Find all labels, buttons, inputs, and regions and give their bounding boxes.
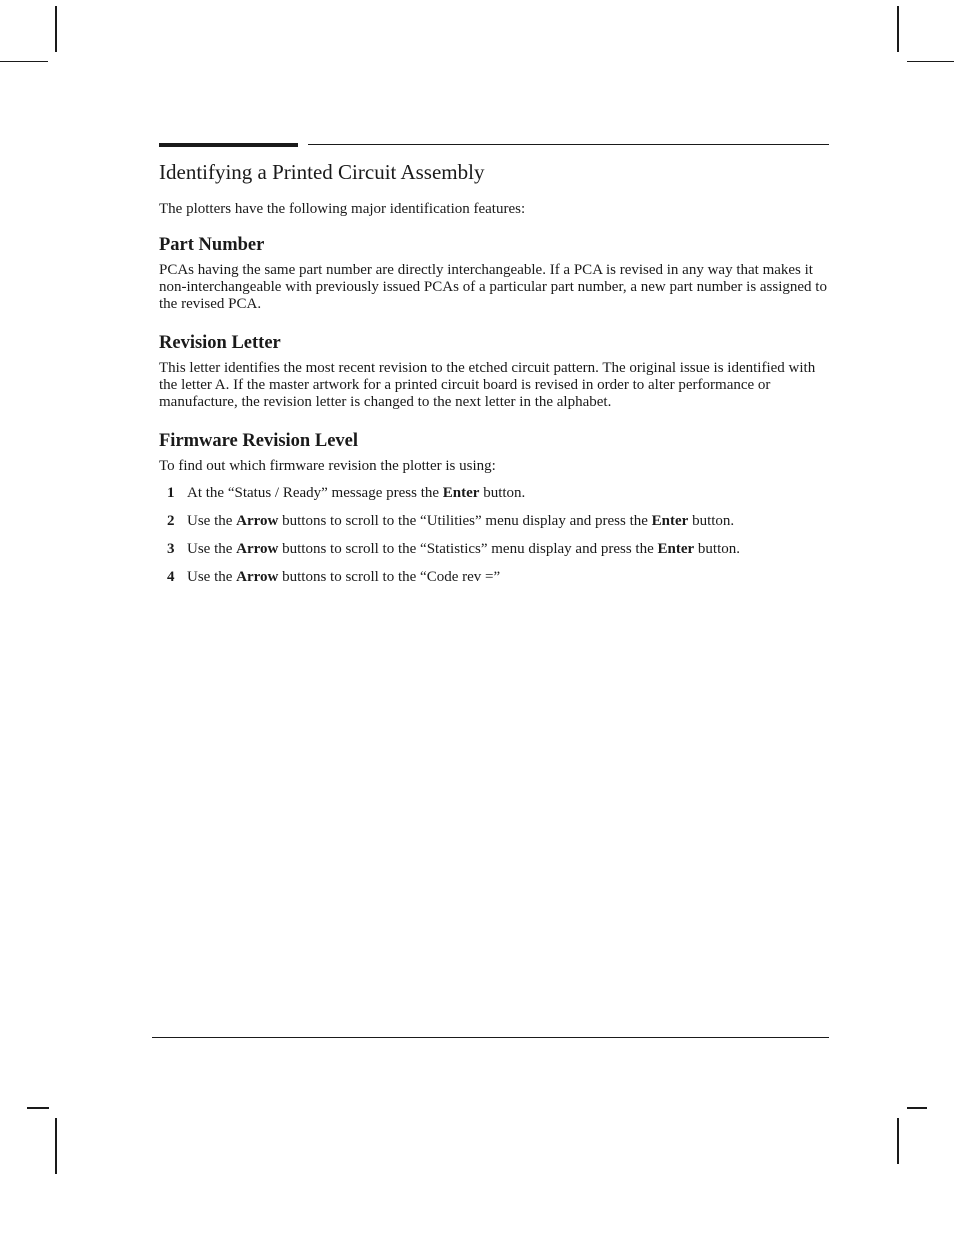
crop-mark-bottom-right-vertical: [897, 1118, 899, 1164]
step-text-part: buttons to scroll to the “Statistics” menu display and press the: [278, 541, 658, 557]
step-number: 3: [167, 541, 175, 557]
page-title: Identifying a Printed Circuit Assembly: [159, 160, 485, 184]
firmware-steps-list: [159, 485, 829, 586]
list-item: [159, 569, 829, 586]
header-rule-thin: [308, 144, 829, 145]
step-text-part: buttons to scroll to the “Code rev =”: [278, 569, 501, 585]
button-name: Enter: [657, 541, 695, 557]
header-rule-thick: [159, 143, 298, 147]
button-name: Arrow: [236, 513, 279, 529]
step-text-part: button.: [694, 541, 740, 557]
step-text-part: At the “Status / Ready” message press the: [187, 485, 443, 501]
crop-mark-bottom-left-horizontal: [27, 1107, 49, 1109]
page-content: [159, 158, 829, 605]
intro-paragraph: The plotters have the following major identification features:: [159, 201, 526, 217]
section-heading-firmware: Firmware Revision Level: [159, 431, 359, 451]
step-text-part: Use the: [187, 569, 237, 585]
list-item: [159, 485, 829, 502]
list-item: [159, 513, 829, 530]
button-name: Enter: [651, 513, 689, 529]
section-revision-letter: [159, 332, 829, 411]
crop-mark-bottom-right-horizontal: [907, 1107, 927, 1109]
list-item: [159, 541, 829, 558]
button-name: Enter: [442, 485, 480, 501]
crop-mark-top-right-horizontal: [907, 61, 954, 62]
button-name: Arrow: [236, 569, 279, 585]
step-text: [187, 569, 829, 586]
step-text-part: Use the: [187, 541, 237, 557]
crop-mark-top-left-vertical: [55, 6, 57, 52]
footer-rule: [152, 1037, 829, 1038]
step-text: [187, 541, 829, 558]
step-text: [187, 513, 829, 530]
section-firmware-revision: [159, 430, 829, 586]
button-name: Arrow: [236, 541, 279, 557]
crop-mark-top-left-horizontal: [0, 61, 48, 62]
step-text-part: Use the: [187, 513, 237, 529]
section-body-part-number: PCAs having the same part number are directly interchangeable. If a PCA is revised in any way that makes it non-interchangeable with previously issued PCAs of a particular part number, a new part number is assigned to the revised PCA.: [159, 262, 827, 312]
step-number: 1: [167, 485, 175, 501]
step-text: [187, 485, 829, 502]
step-number: 2: [167, 513, 175, 529]
step-number: 4: [167, 569, 175, 585]
step-text-part: button.: [688, 513, 735, 529]
section-heading-revision-letter: Revision Letter: [159, 333, 281, 353]
crop-mark-bottom-left-vertical: [55, 1118, 57, 1174]
step-text-part: buttons to scroll to the “Utilities” menu display and press the: [278, 513, 652, 529]
section-body-revision-letter: This letter identifies the most recent revision to the etched circuit pattern. The original issue is identified with the letter A. If the master artwork for a printed circuit board is revised in order to alter performance or manufacture, the revision letter is changed to the next letter in the alphabet.: [159, 360, 816, 410]
section-part-number: [159, 234, 829, 313]
firmware-intro: To find out which firmware revision the plotter is using:: [159, 458, 496, 474]
step-text-part: button.: [479, 485, 526, 501]
crop-mark-top-right-vertical: [897, 6, 899, 52]
section-heading-part-number: Part Number: [159, 235, 265, 255]
